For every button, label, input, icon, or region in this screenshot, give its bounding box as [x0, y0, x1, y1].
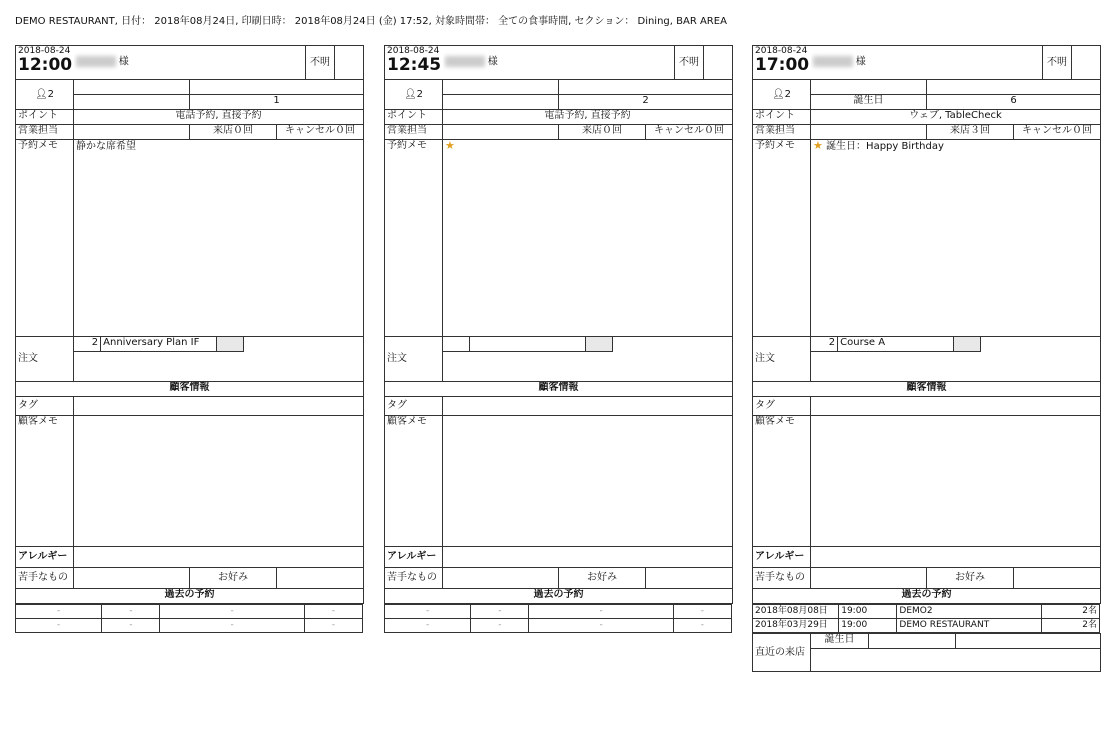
guest-count: 👤︎2: [16, 80, 74, 110]
visit-count: 来店０回: [190, 125, 277, 140]
booking-source: 電話予約, 直接予約: [443, 110, 733, 125]
tag-label: タグ: [16, 397, 74, 416]
past-reservation-cell: -: [385, 605, 471, 619]
tag-label: タグ: [753, 397, 811, 416]
guest-count: 👤︎2: [385, 80, 443, 110]
cancel-count: キャンセル０回: [1014, 125, 1101, 140]
order-qty: 2: [811, 337, 838, 352]
staff-label: 営業担当: [753, 125, 811, 140]
past-reservation-cell: -: [529, 619, 673, 633]
past-reservation-cell: 2名: [1041, 619, 1099, 633]
past-reservations-heading: 過去の予約: [16, 589, 364, 604]
recent-visit-table: [752, 633, 1101, 672]
customer-memo-label: 顧客メモ: [753, 416, 811, 547]
person-icon: 👤︎: [34, 88, 48, 100]
table-number: 1: [190, 95, 364, 110]
memo-label: 予約メモ: [753, 140, 811, 337]
recent-visit-label: 直近の来店: [753, 634, 811, 672]
guest-name: [74, 46, 306, 80]
order-label: 注文: [16, 337, 74, 382]
guest-name: [443, 46, 675, 80]
memo-label: 予約メモ: [385, 140, 443, 337]
reservation-card: [384, 45, 732, 633]
order-label: 注文: [753, 337, 811, 382]
like-label: お好み: [190, 568, 277, 589]
past-reservation-cell: 19:00: [839, 605, 897, 619]
past-reservation-cell: -: [16, 605, 102, 619]
staff-label: 営業担当: [385, 125, 443, 140]
reservation-date: 2018-08-24: [755, 46, 808, 56]
point-label: ポイント: [16, 110, 74, 125]
order-cell: [74, 337, 364, 382]
guest-name: [811, 46, 1043, 80]
point-label: ポイント: [385, 110, 443, 125]
past-reservations-heading: 過去の予約: [753, 589, 1101, 604]
reservation-date: 2018-08-24: [387, 46, 440, 56]
birthday-flag: [443, 95, 559, 110]
order-cell: [443, 337, 733, 382]
memo-label: 予約メモ: [16, 140, 74, 337]
dislike-label: 苦手なもの: [753, 568, 811, 589]
reservation-time: 12:00: [18, 55, 73, 75]
past-reservation-cell: 2018年08月08日: [753, 605, 839, 619]
dislike-label: 苦手なもの: [16, 568, 74, 589]
past-reservation-cell: DEMO RESTAURANT: [897, 619, 1041, 633]
honorific: 様: [855, 56, 866, 68]
past-reservation-cell: -: [673, 605, 731, 619]
status-cell: 不明: [306, 46, 335, 80]
past-reservation-cell: -: [471, 605, 529, 619]
person-icon: 👤︎: [403, 88, 417, 100]
recent-birthday-label: 誕生日: [811, 634, 869, 649]
customer-info-heading: 顧客情報: [385, 382, 733, 397]
person-icon: 👤︎: [771, 88, 785, 100]
past-reservation-cell: -: [304, 605, 362, 619]
reservation-card: [752, 45, 1100, 672]
star-icon: ★: [813, 139, 823, 152]
dislike-label: 苦手なもの: [385, 568, 443, 589]
past-reservation-row: [16, 619, 363, 633]
status-extra: [704, 46, 733, 80]
past-reservation-cell: -: [471, 619, 529, 633]
past-reservations-heading: 過去の予約: [385, 589, 733, 604]
order-qty: 2: [74, 337, 101, 352]
booking-source: 電話予約, 直接予約: [74, 110, 364, 125]
past-reservation-cell: -: [304, 619, 362, 633]
table-number: 6: [927, 95, 1101, 110]
staff-label: 営業担当: [16, 125, 74, 140]
birthday-flag: [74, 95, 190, 110]
reservation-card: [15, 45, 363, 633]
allergy-label: アレルギー: [385, 547, 443, 568]
reservation-memo: ★ 誕生日：Happy Birthday: [811, 140, 1101, 337]
page-header: DEMO RESTAURANT, 日付： 2018年08月24日, 印刷日時： 2018年08月24日 (金) 17:52, 対象時間帯： 全ての食事時間, セクション： Dining, BAR AREA: [15, 16, 727, 27]
reservation-time: 17:00: [755, 55, 810, 75]
past-reservation-cell: -: [160, 605, 304, 619]
reservation-date: 2018-08-24: [18, 46, 71, 56]
past-reservation-cell: -: [102, 619, 160, 633]
customer-info-heading: 顧客情報: [16, 382, 364, 397]
booking-source: ウェブ, TableCheck: [811, 110, 1101, 125]
reservation-time: 12:45: [387, 55, 442, 75]
table-number: 2: [559, 95, 733, 110]
past-reservation-cell: -: [529, 605, 673, 619]
status-extra: [335, 46, 364, 80]
point-label: ポイント: [753, 110, 811, 125]
order-qty: [443, 337, 470, 352]
status-extra: [1072, 46, 1101, 80]
past-reservations-table: [752, 604, 1100, 633]
past-reservation-cell: 2018年03月29日: [753, 619, 839, 633]
honorific: 様: [487, 56, 498, 68]
visit-count: 来店０回: [559, 125, 646, 140]
past-reservation-cell: 2名: [1041, 605, 1099, 619]
cancel-count: キャンセル０回: [277, 125, 364, 140]
guest-count: 👤︎2: [753, 80, 811, 110]
past-reservations-table: [15, 604, 363, 633]
status-cell: 不明: [675, 46, 704, 80]
reservation-memo: [443, 140, 733, 337]
status-cell: 不明: [1043, 46, 1072, 80]
past-reservation-row: [385, 619, 732, 633]
past-reservation-cell: -: [16, 619, 102, 633]
reservation-memo: 静かな席希望: [74, 140, 364, 337]
past-reservation-cell: -: [385, 619, 471, 633]
past-reservation-row: [16, 605, 363, 619]
past-reservation-cell: -: [160, 619, 304, 633]
order-name: Anniversary Plan IF: [101, 337, 217, 352]
like-label: お好み: [927, 568, 1014, 589]
allergy-label: アレルギー: [753, 547, 811, 568]
order-name: [470, 337, 586, 352]
past-reservation-cell: -: [102, 605, 160, 619]
birthday-flag: 誕生日: [811, 95, 927, 110]
past-reservation-row: [753, 619, 1100, 633]
star-icon: ★: [445, 139, 455, 152]
order-name: Course A: [838, 337, 954, 352]
visit-count: 来店３回: [927, 125, 1014, 140]
customer-info-heading: 顧客情報: [753, 382, 1101, 397]
past-reservation-cell: -: [673, 619, 731, 633]
cancel-count: キャンセル０回: [646, 125, 733, 140]
order-cell: [811, 337, 1101, 382]
order-label: 注文: [385, 337, 443, 382]
like-label: お好み: [559, 568, 646, 589]
honorific: 様: [118, 56, 129, 68]
past-reservation-row: [753, 605, 1100, 619]
past-reservations-table: [384, 604, 732, 633]
past-reservation-row: [385, 605, 732, 619]
tag-label: タグ: [385, 397, 443, 416]
customer-memo-label: 顧客メモ: [385, 416, 443, 547]
customer-memo-label: 顧客メモ: [16, 416, 74, 547]
allergy-label: アレルギー: [16, 547, 74, 568]
past-reservation-cell: DEMO2: [897, 605, 1041, 619]
past-reservation-cell: 19:00: [839, 619, 897, 633]
